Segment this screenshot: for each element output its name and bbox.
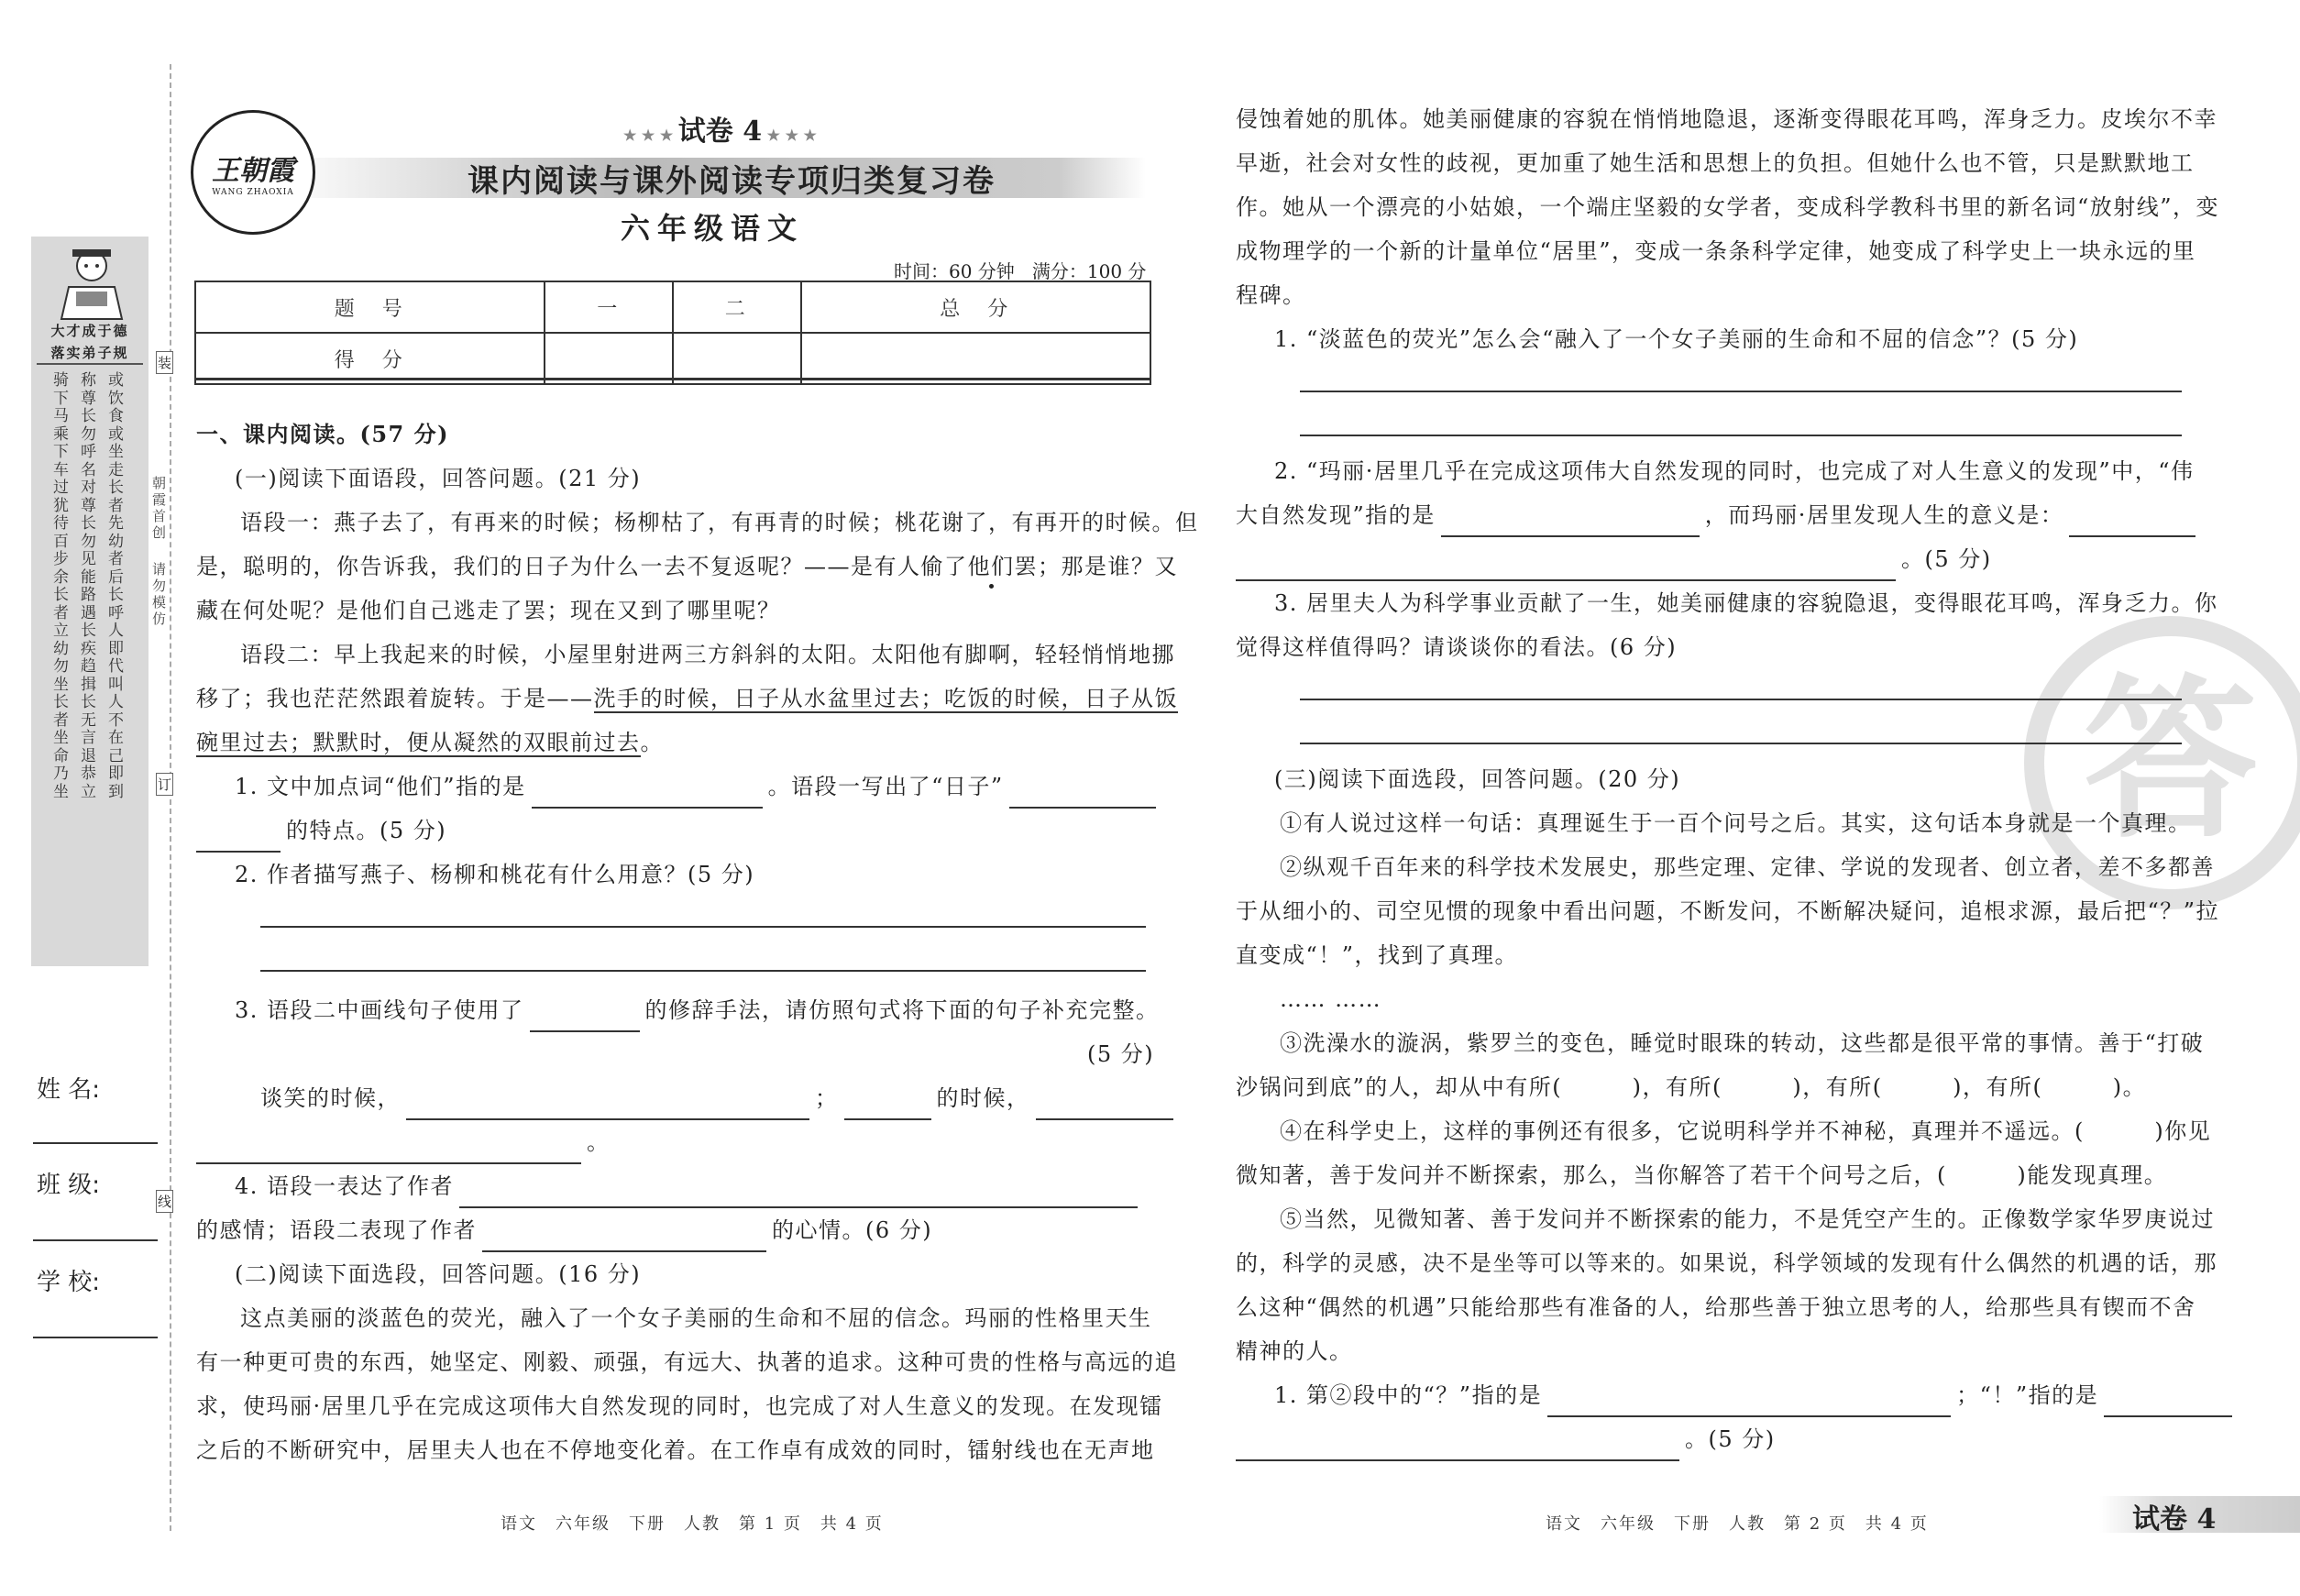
passage-line: 之后的不断研究中，居里夫人也在不停地变化着。在工作卓有成效的同时，镭射线也在无声地: [196, 1437, 1155, 1463]
question-r1: 1. “淡蓝色的荧光”怎么会“融入了一个女子美丽的生命和不屈的信念”？(5 分): [1274, 326, 2079, 352]
answer-blank[interactable]: [532, 781, 763, 809]
question-3-fill-cont: 。: [196, 1120, 611, 1164]
fold-dashed-line: [170, 64, 171, 1531]
passage-line: ⑤当然，见微知著、善于发问并不断探索的能力，不是凭空产生的。正像数学家华罗庚说过: [1280, 1206, 2215, 1232]
passage-line: 移了；我也茫茫然跟着旋转。于是——洗手的时候，日子从水盆里过去；吃饭的时候，日子从饭: [196, 686, 1178, 711]
passage-line: 精神的人。: [1236, 1338, 1353, 1364]
table-header-cell: 二: [673, 281, 801, 333]
table-header-cell: 题 号: [195, 281, 545, 333]
question-r4-cont: 。(5 分): [1236, 1417, 1776, 1461]
header-rule: [194, 378, 1151, 380]
answer-blank[interactable]: [844, 1093, 931, 1120]
answer-blank[interactable]: [1036, 1093, 1173, 1120]
answer-blank[interactable]: [406, 1093, 809, 1120]
score-cell[interactable]: [673, 333, 801, 384]
question-r2-cont: 。(5 分): [1236, 537, 1992, 581]
answer-line[interactable]: [1300, 435, 2182, 436]
passage-line: ②纵观千百年来的科学技术发展史，那些定理、定律、学说的发现者、创立者，差不多都善: [1280, 854, 2215, 880]
answer-blank[interactable]: [196, 1137, 581, 1164]
star-icon: ★ ★ ★: [623, 127, 678, 144]
side-note-2: 请勿模仿: [152, 561, 167, 627]
answer-blank[interactable]: [530, 1005, 640, 1032]
section-1-heading: 一、课内阅读。(57 分): [196, 421, 449, 447]
ellipsis: …… ……: [1280, 986, 1382, 1012]
footer-left: 语文 六年级 下册 人教 第 1 页 共 4 页: [501, 1514, 884, 1534]
watermark-text: 答: [2083, 657, 2258, 862]
passage-line: 沙锅问到底”的人，却从中有所( )，有所( )，有所( )，有所( )。: [1236, 1074, 2147, 1100]
table-header-cell: 一: [545, 281, 673, 333]
sidebar-rules-column-1: 骑下马乘下车过犹待百步余长者立幼勿坐长者坐命乃坐: [53, 371, 69, 801]
sidebar-slogan-2: 落实弟子规: [50, 345, 129, 361]
answer-line[interactable]: [260, 970, 1146, 972]
logo-text: 王朝霞: [212, 155, 294, 187]
passage-line: 于从细小的、司空见惯的现象中看出问题，不断发问，不断解决疑问，追根求源，最后把“？”拉: [1236, 898, 2220, 924]
sidebar-rules-column-2: 称尊长勿呼名对尊长勿见能路遇长疾趋揖长无言退恭立: [81, 371, 96, 801]
question-3-fill: 谈笑的时候， ； 的时候，: [260, 1076, 1179, 1120]
passage-line: ③洗澡水的漩涡，紫罗兰的变色，睡觉时眼珠的转动，这些都是很平常的事情。善于“打破: [1280, 1030, 2205, 1056]
question-4: 4. 语段一表达了作者: [235, 1164, 1143, 1208]
school-label: 学 校:: [37, 1269, 101, 1296]
star-icon: ★ ★ ★: [762, 127, 817, 144]
table-row: [195, 333, 1150, 384]
binding-mark-2: 订: [156, 773, 173, 796]
answer-blank[interactable]: [459, 1181, 1138, 1208]
passage-line: 么这种“偶然的机遇”只能给那些有准备的人，给那些善于独立思考的人，给那些具有锲而不舍: [1236, 1294, 2196, 1320]
question-r4: 1. 第②段中的“？”指的是 ；“！”指的是: [1274, 1373, 2238, 1417]
question-r3-cont: 觉得这样值得吗？请谈谈你的看法。(6 分): [1236, 634, 1678, 660]
school-field[interactable]: [33, 1337, 158, 1338]
question-r2-cont: 大自然发现”指的是 ，而玛丽·居里发现人生的意义是：: [1236, 493, 2201, 537]
passage-line: 的，科学的灵感，决不是坐等可以等来的。如果说，科学领域的发现有什么偶然的机遇的话，那: [1236, 1250, 2217, 1276]
passage-line: 语段一：燕子去了，有再来的时候；杨柳枯了，有再青的时候；桃花谢了，有再开的时候。但: [240, 510, 1199, 535]
binding-mark-3: 线: [156, 1190, 173, 1213]
answer-blank[interactable]: [1236, 554, 1896, 581]
passage-line: 程碑。: [1236, 282, 1306, 308]
answer-line[interactable]: [1300, 391, 2182, 392]
answer-line[interactable]: [1300, 699, 2182, 700]
page-title: 课内阅读与课外阅读专项归类复习卷: [468, 163, 996, 200]
subsection-2-heading: (二)阅读下面选段，回答问题。(16 分): [235, 1261, 642, 1287]
answer-blank[interactable]: [1441, 510, 1700, 537]
passage-line: 求，使玛丽·居里几乎在完成这项伟大自然发现的同时，也完成了对人生意义的发现。在发现镭: [196, 1393, 1163, 1419]
passage-line: 碗里过去；默默时，便从凝然的双眼前过去。: [196, 730, 664, 755]
passage-line: 这点美丽的淡蓝色的荧光，融入了一个女子美丽的生命和不屈的信念。玛丽的性格里天生: [240, 1305, 1152, 1331]
question-1-cont: 的特点。(5 分): [196, 809, 446, 853]
binding-mark-1: 装: [156, 351, 173, 374]
passage-line: ④在科学史上，这样的事例还有很多，它说明科学并不神秘，真理并不遥远。( )你见: [1280, 1118, 2212, 1144]
table-row: [195, 281, 1150, 333]
table-cell: 得 分: [195, 333, 545, 384]
answer-blank[interactable]: [196, 825, 281, 853]
question-3-score: (5 分): [1087, 1041, 1155, 1067]
underlined-sentence: 洗手的时候，日子从水盆里过去；吃饭的时候，日子从饭: [593, 686, 1178, 711]
answer-blank[interactable]: [1236, 1434, 1679, 1461]
question-r3: 3. 居里夫人为科学事业贡献了一生，她美丽健康的容貌隐退，变得眼花耳鸣，浑身乏力。你: [1274, 590, 2218, 616]
side-note-1: 朝霞首创: [152, 475, 167, 541]
passage-line: 是，聪明的，你告诉我，我们的日子为什么一去不复返呢？——是有人偷了他们罢；那是谁？又: [196, 554, 1178, 579]
subject-title: 六年级语文: [621, 211, 805, 246]
footer-right: 语文 六年级 下册 人教 第 2 页 共 4 页: [1546, 1514, 1929, 1534]
passage-line: 微知著，善于发问并不断探索，那么，当你解答了若干个问号之后，( )能发现真理。: [1236, 1162, 2168, 1188]
passage-line: 早逝，社会对女性的歧视，更加重了她生活和思想上的负担。但她什么也不管，只是默默地工: [1236, 150, 2195, 176]
class-field[interactable]: [33, 1239, 158, 1241]
answer-blank[interactable]: [1009, 781, 1156, 809]
score-cell[interactable]: [545, 333, 673, 384]
answer-blank[interactable]: [482, 1225, 766, 1252]
score-cell[interactable]: [801, 333, 1150, 384]
table-header-cell: 总 分: [801, 281, 1150, 333]
answer-blank[interactable]: [1547, 1390, 1951, 1417]
corner-tag-text: 试卷 4: [2132, 1503, 2217, 1535]
answer-line[interactable]: [1300, 743, 2182, 744]
question-4-cont: 的感情；语段二表现了作者 的心情。(6 分): [196, 1208, 932, 1252]
question-r2: 2. “玛丽·居里几乎在完成这项伟大自然发现的同时，也完成了对人生意义的发现”中，“伟: [1274, 458, 2195, 484]
mascot-figure: [50, 246, 133, 324]
passage-line: ①有人说过这样一句话：真理诞生于一百个问号之后。其实，这句话本身就是一个真理。: [1280, 810, 2192, 836]
sidebar-rule: [37, 363, 143, 365]
name-label: 姓 名:: [37, 1076, 101, 1104]
answer-line[interactable]: [260, 926, 1146, 928]
dotted-word: 他们: [967, 554, 1015, 579]
passage-line: 成物理学的一个新的计量单位“居里”，变成一条条科学定律，她变成了科学史上一块永远的里: [1236, 238, 2196, 264]
paper-number: ★ ★ ★ 试卷 4 ★ ★ ★: [623, 116, 817, 148]
sidebar-slogan-1: 大才成于德: [50, 323, 129, 339]
passage-line: 作。她从一个漂亮的小姑娘，一个端庄坚毅的女学者，变成科学教科书里的新名词“放射线”，变: [1236, 194, 2220, 220]
sidebar-rules-column-3: 或饮食或坐走长者先幼者后长呼人即代叫人不在己即到: [108, 371, 124, 801]
time-info: 时间：60 分钟 满分：100 分: [894, 260, 1147, 282]
question-1: 1. 文中加点词“他们”指的是 。语段一写出了“日子”: [235, 765, 1161, 809]
question-2: 2. 作者描写燕子、杨柳和桃花有什么用意？(5 分): [235, 862, 755, 887]
subsection-3-heading: (三)阅读下面选段，回答问题。(20 分): [1274, 766, 1681, 792]
passage-line: 有一种更可贵的东西，她坚定、刚毅、顽强，有远大、执著的追求。这种可贵的性格与高远的追: [196, 1349, 1178, 1375]
passage-line: 语段二：早上我起来的时候，小屋里射进两三方斜斜的太阳。太阳他有脚啊，轻轻悄悄地挪: [240, 642, 1175, 667]
name-field[interactable]: [33, 1142, 158, 1144]
answer-blank[interactable]: [2104, 1390, 2232, 1417]
passage-line: 直变成“！”，找到了真理。: [1236, 942, 1519, 968]
subsection-1-heading: (一)阅读下面语段，回答问题。(21 分): [235, 466, 642, 491]
brand-logo: [191, 110, 315, 235]
class-label: 班 级:: [37, 1172, 101, 1199]
passage-line: 藏在何处呢？是他们自己逃走了罢；现在又到了哪里呢？: [196, 598, 781, 623]
logo-subtext: WANG ZHAOXIA: [212, 188, 294, 197]
answer-blank[interactable]: [2069, 510, 2195, 537]
score-table: [194, 281, 1151, 385]
passage-line: 侵蚀着她的肌体。她美丽健康的容貌在悄悄地隐退，逐渐变得眼花耳鸣，浑身乏力。皮埃尔不幸: [1236, 106, 2217, 132]
underlined-sentence: 碗里过去；默默时，便从凝然的双眼前过去: [196, 730, 641, 755]
question-3: 3. 语段二中画线句子使用了 的修辞手法，请仿照句式将下面的句子补充完整。: [235, 988, 1160, 1032]
